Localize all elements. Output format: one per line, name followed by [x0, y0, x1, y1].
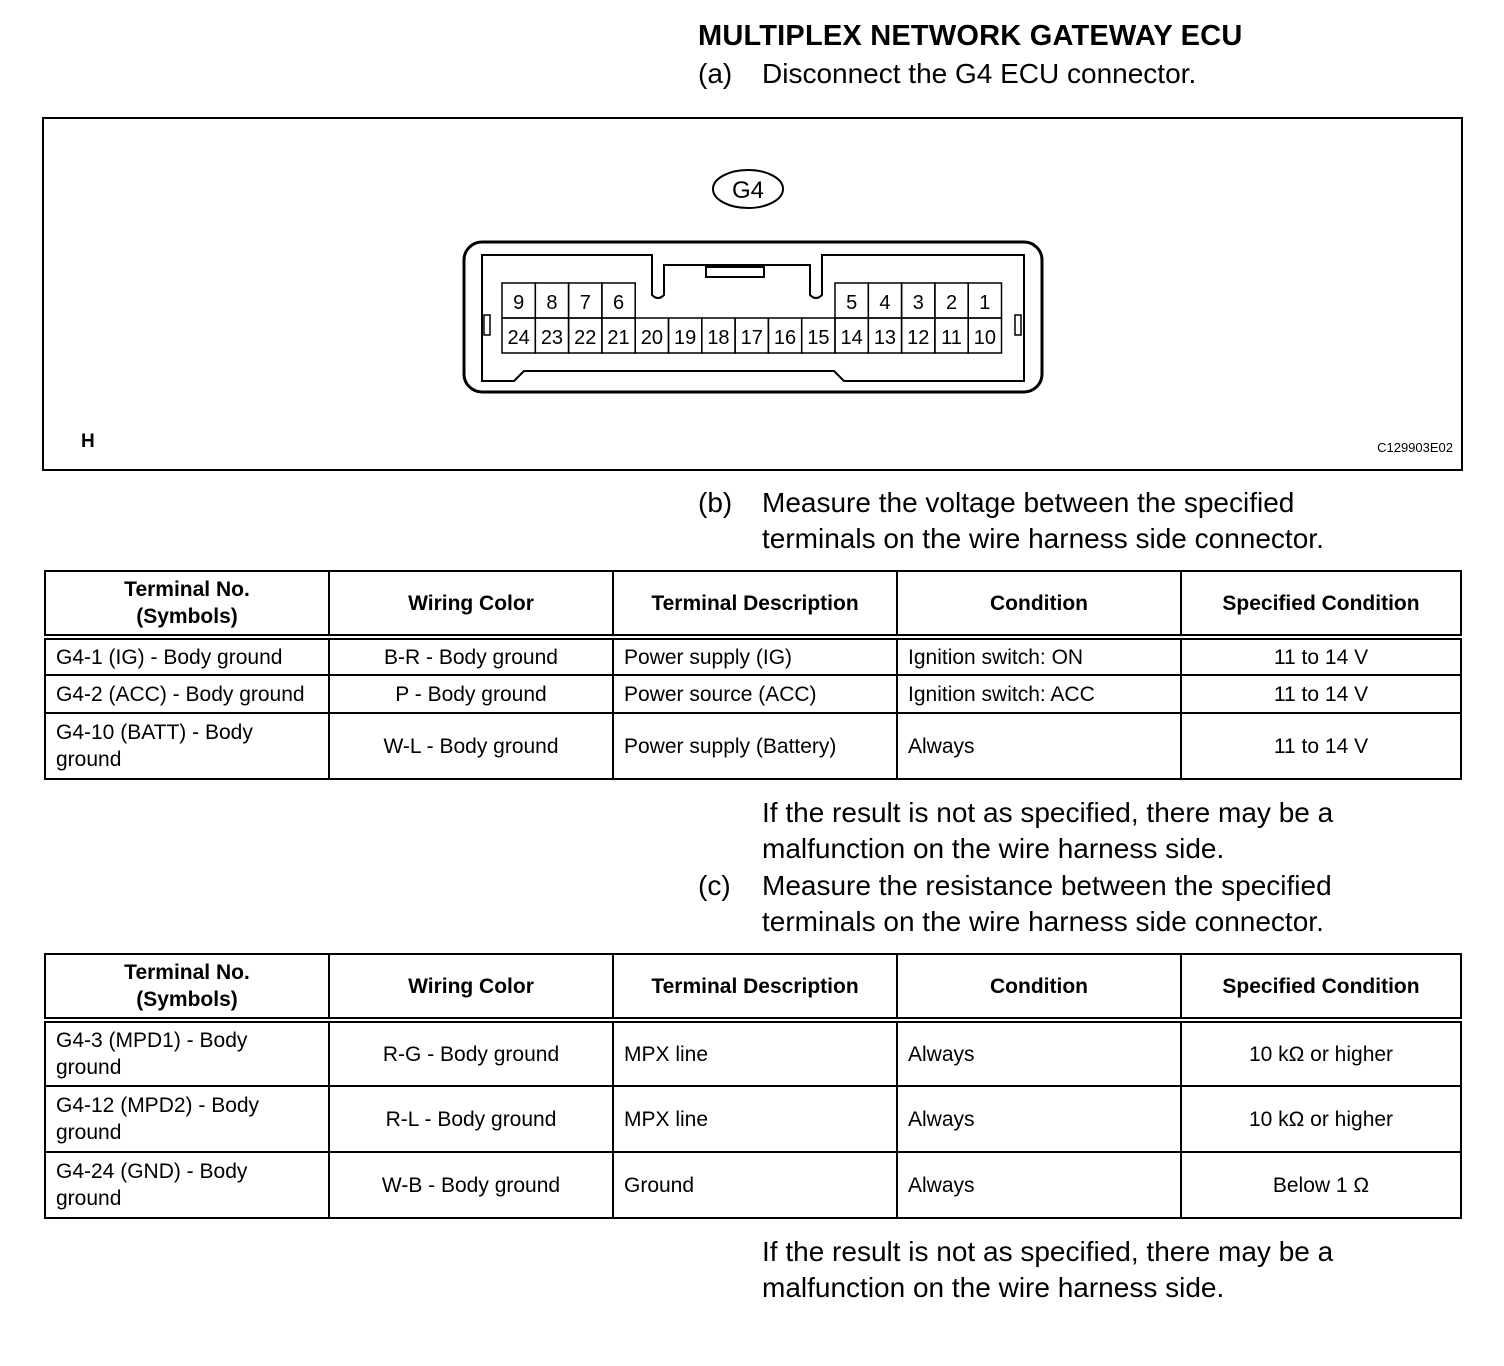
pin-number: 19 [674, 327, 697, 349]
column-header: Terminal Description [613, 954, 897, 1020]
pin-number: 6 [612, 292, 625, 314]
column-header: Wiring Color [329, 571, 613, 637]
table-cell: G4-3 (MPD1) - Body ground [45, 1020, 329, 1086]
table-cell: G4-12 (MPD2) - Body ground [45, 1086, 329, 1152]
pin-number: 13 [873, 327, 897, 349]
connector-pin [935, 283, 968, 318]
step-text-line: Measure the resistance between the specified [762, 870, 1332, 901]
pin-number: 17 [740, 327, 763, 349]
table-cell: G4-10 (BATT) - Body ground [45, 713, 329, 779]
result-note-2 [762, 1234, 1462, 1306]
connector-diagram [44, 119, 1465, 473]
table-row [45, 637, 1461, 675]
column-header: Specified Condition [1181, 954, 1461, 1020]
pin-number: 5 [846, 292, 858, 314]
pin-number: 22 [574, 327, 597, 349]
connector-pin [835, 283, 868, 318]
step-text [762, 485, 1462, 557]
connector-pin [535, 318, 568, 353]
table-cell: 11 to 14 V [1181, 637, 1461, 675]
pin-number: 15 [807, 327, 830, 349]
table-cell: Ground [613, 1152, 897, 1218]
connector-key-left [484, 315, 490, 335]
connector-figure [42, 117, 1463, 471]
table-cell: Power supply (Battery) [613, 713, 897, 779]
table-cell: W-L - Body ground [329, 713, 613, 779]
connector-pin [702, 318, 735, 353]
table-cell: 10 kΩ or higher [1181, 1020, 1461, 1086]
note-line: If the result is not as specified, there may be a [762, 1236, 1334, 1267]
table-cell: Always [897, 1086, 1181, 1152]
column-header: Terminal No. (Symbols) [45, 571, 329, 637]
column-header: Condition [897, 954, 1181, 1020]
pin-number: 14 [840, 327, 863, 349]
voltage-table [44, 570, 1462, 780]
connector-pin [569, 318, 602, 353]
pin-number: 4 [879, 292, 891, 314]
column-header: Wiring Color [329, 954, 613, 1020]
table-cell: Always [897, 713, 1181, 779]
pin-number: 20 [640, 327, 663, 349]
table-cell: W-B - Body ground [329, 1152, 613, 1218]
connector-pin [669, 318, 702, 353]
connector-label: G4 [731, 177, 765, 204]
note-line: malfunction on the wire harness side. [762, 833, 1225, 864]
pin-number: 18 [707, 327, 730, 349]
table-row [45, 1086, 1461, 1152]
table-cell: 11 to 14 V [1181, 675, 1461, 713]
note-line: malfunction on the wire harness side. [762, 1272, 1225, 1303]
table-row [45, 1020, 1461, 1086]
connector-latch [706, 267, 764, 277]
connector-pin [902, 283, 935, 318]
connector-pin [502, 283, 535, 318]
table-cell: Always [897, 1152, 1181, 1218]
step-text [762, 868, 1462, 940]
table-cell: G4-24 (GND) - Body ground [45, 1152, 329, 1218]
table-cell: G4-2 (ACC) - Body ground [45, 675, 329, 713]
table-header-row [45, 954, 1461, 1020]
pin-number: 21 [607, 327, 630, 349]
connector-pin [602, 318, 635, 353]
connector-pin [768, 318, 801, 353]
resistance-table [44, 953, 1462, 1219]
table-cell: Ignition switch: ACC [897, 675, 1181, 713]
view-label: H [81, 431, 95, 452]
connector-key-right [1015, 315, 1021, 335]
connector-pins [502, 283, 1002, 353]
table-cell: R-L - Body ground [329, 1086, 613, 1152]
step-text-line: Measure the voltage between the specified [762, 487, 1295, 518]
table-cell: G4-1 (IG) - Body ground [45, 637, 329, 675]
pin-number: 12 [907, 327, 930, 349]
table-cell: Ignition switch: ON [897, 637, 1181, 675]
pin-number: 3 [912, 292, 924, 314]
connector-pin [968, 283, 1001, 318]
figure-code: C129903E02 [1377, 440, 1453, 455]
connector-pin [735, 318, 768, 353]
pin-number: 24 [507, 327, 530, 349]
table-cell: Below 1 Ω [1181, 1152, 1461, 1218]
connector-pin [802, 318, 835, 353]
table-cell: 10 kΩ or higher [1181, 1086, 1461, 1152]
pin-number: 16 [773, 327, 797, 349]
table-cell: 11 to 14 V [1181, 713, 1461, 779]
pin-number: 2 [945, 292, 958, 314]
connector-pin [902, 318, 935, 353]
table-row [45, 1152, 1461, 1218]
table-cell: MPX line [613, 1086, 897, 1152]
connector-pin [635, 318, 668, 353]
step-text-line: terminals on the wire harness side connector. [762, 906, 1324, 937]
table-cell: Power supply (IG) [613, 637, 897, 675]
connector-pin [569, 283, 602, 318]
table-header-row [45, 571, 1461, 637]
step-label: (a) [698, 58, 733, 89]
step-label: (c) [698, 870, 731, 901]
step-text-line: terminals on the wire harness side connector. [762, 523, 1324, 554]
table-row [45, 713, 1461, 779]
result-note-1 [762, 795, 1462, 867]
connector-pin [835, 318, 868, 353]
table-cell: R-G - Body ground [329, 1020, 613, 1086]
connector-pin [968, 318, 1001, 353]
table-row [45, 675, 1461, 713]
column-header: Specified Condition [1181, 571, 1461, 637]
connector-pin [868, 318, 901, 353]
table-cell: MPX line [613, 1020, 897, 1086]
pin-number: 23 [540, 327, 564, 349]
connector-pin [935, 318, 968, 353]
table-cell: P - Body ground [329, 675, 613, 713]
pin-number: 9 [513, 292, 525, 314]
note-line: If the result is not as specified, there may be a [762, 797, 1334, 828]
pin-number: 10 [973, 327, 996, 349]
table-cell: Always [897, 1020, 1181, 1086]
pin-number: 1 [979, 292, 991, 314]
connector-pin [602, 283, 635, 318]
table-cell: Power source (ACC) [613, 675, 897, 713]
step-text: Disconnect the G4 ECU connector. [762, 58, 1197, 89]
connector-pin [868, 283, 901, 318]
pin-number: 8 [546, 292, 558, 314]
pin-number: 7 [579, 292, 591, 314]
column-header: Condition [897, 571, 1181, 637]
table-cell: B-R - Body ground [329, 637, 613, 675]
column-header: Terminal Description [613, 571, 897, 637]
pin-number: 11 [941, 327, 962, 349]
column-header: Terminal No. (Symbols) [45, 954, 329, 1020]
connector-pin [502, 318, 535, 353]
connector-pin [535, 283, 568, 318]
step-label: (b) [698, 487, 733, 518]
page-title: MULTIPLEX NETWORK GATEWAY ECU [698, 20, 1243, 52]
